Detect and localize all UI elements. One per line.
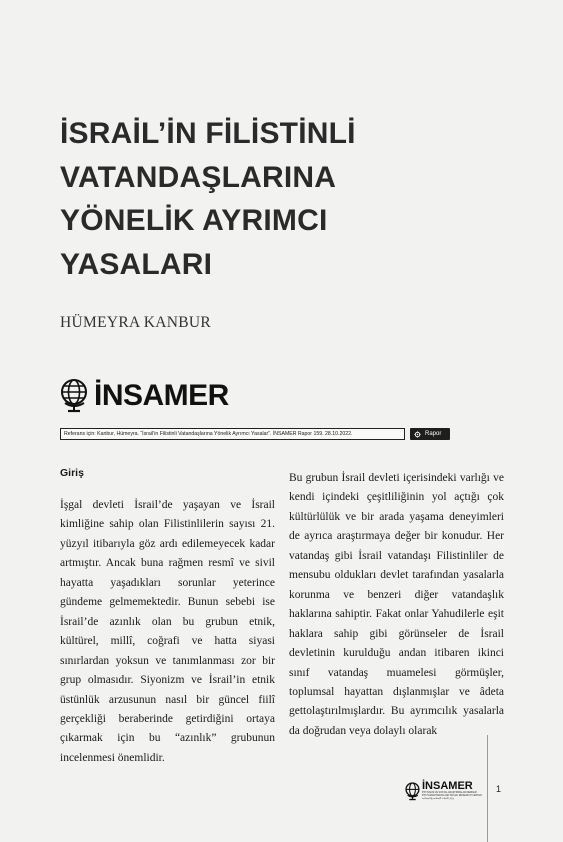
report-badge (410, 428, 450, 440)
intro-paragraph: İşgal devleti İsrail’de yaşayan ve İsrail kimliğine sahip olan Filistinlilerin sayısı 21. yüzyıl itibarıyla göz ardı edilemeyecek kadar artmıştır. Ancak buna rağmen resmî ve sivil hayatta yaşadıkları sorunlar yeterince gündeme gelmemektedir. Bunun sebebi ise İsrail’de azınlık olan bu grubun etnik, kültürel, millî, coğrafi ve hatta siyasi sınırlardan yoksun ve tanımlanması zor bir grup olmasıdır. Siyonizm ve İsrail’in etnik üstünlük arzusunun nasıl bir güncel fiilî gerçekliği beraberinde getirdiğini ortaya çıkarmak için bu “azınlık” grubunun incelenmesi önemlidir. (60, 499, 275, 764)
page-number: 1 (496, 784, 502, 794)
footer-subtitle-line: مركز الأبحاث الإنسانية والاجتماعية (422, 797, 455, 800)
author-name: HÜMEYRA KANBUR (60, 314, 212, 331)
report-title (60, 112, 460, 286)
title-line: YÖNELİK AYRIMCI (60, 204, 328, 237)
reference-citation: Referans için: Kanbur, Hümeyra. “İsrail’in Filistinli Vatandaşlarına Yönelik Ayrımcı Yasalar”. İNSAMER Rapor 159. 28.10.2022. (60, 428, 405, 440)
globe-icon (405, 781, 421, 801)
logo-wordmark: İNSAMER (94, 379, 229, 412)
left-column (60, 466, 275, 768)
gear-icon (414, 431, 421, 438)
report-badge-label: Rapor (425, 431, 442, 437)
footer-subtitle-line: IHH HUMANITARIAN AND SOCIAL RESEARCH CENTER (422, 794, 482, 797)
globe-icon (60, 377, 90, 413)
reference-bar (60, 428, 504, 440)
page-edge-line (487, 735, 488, 842)
title-line: İSRAİL’İN FİLİSTİNLİ (60, 117, 356, 150)
footer-subtitle (422, 792, 480, 800)
section-heading: Giriş (60, 467, 84, 479)
footer-subtitle-line: İHH İNSANİ VE SOSYAL ARAŞTIRMALAR MERKEZİ (422, 792, 477, 794)
title-line: VATANDAŞLARINA (60, 160, 337, 194)
title-line: YASALARI (60, 247, 213, 281)
body-paragraph: Bu grubun İsrail devleti içerisindeki varlığı ve kendi içindeki çeşitliliğinin yol açtığı çok kültürlülük ve bir arada yaşama deneyimleri de ayrıca araştırmaya değer bir konudur. Her vatandaş gibi İsrail vatandaşı Filistinliler de mensubu oldukları devlet tarafından yasalarla korunma ve benzeri diğer vatandaşlık haklarına sahiptir. Fakat onlar Yahudilerle eşit haklara sahip gibi görünseler de İsrail devletinin kurulduğu andan itibaren ikinci sınıf vatandaş muamelesi görmüşler, toplumsal hayattan dışlanmışlar ve âdeta gettolaştırılmışlardır. Bu ayrımcılık yasalarla da doğrudan veya dolaylı olarak (289, 472, 504, 737)
footer-wordmark: İNSAMER (422, 780, 473, 792)
right-column (289, 469, 504, 741)
